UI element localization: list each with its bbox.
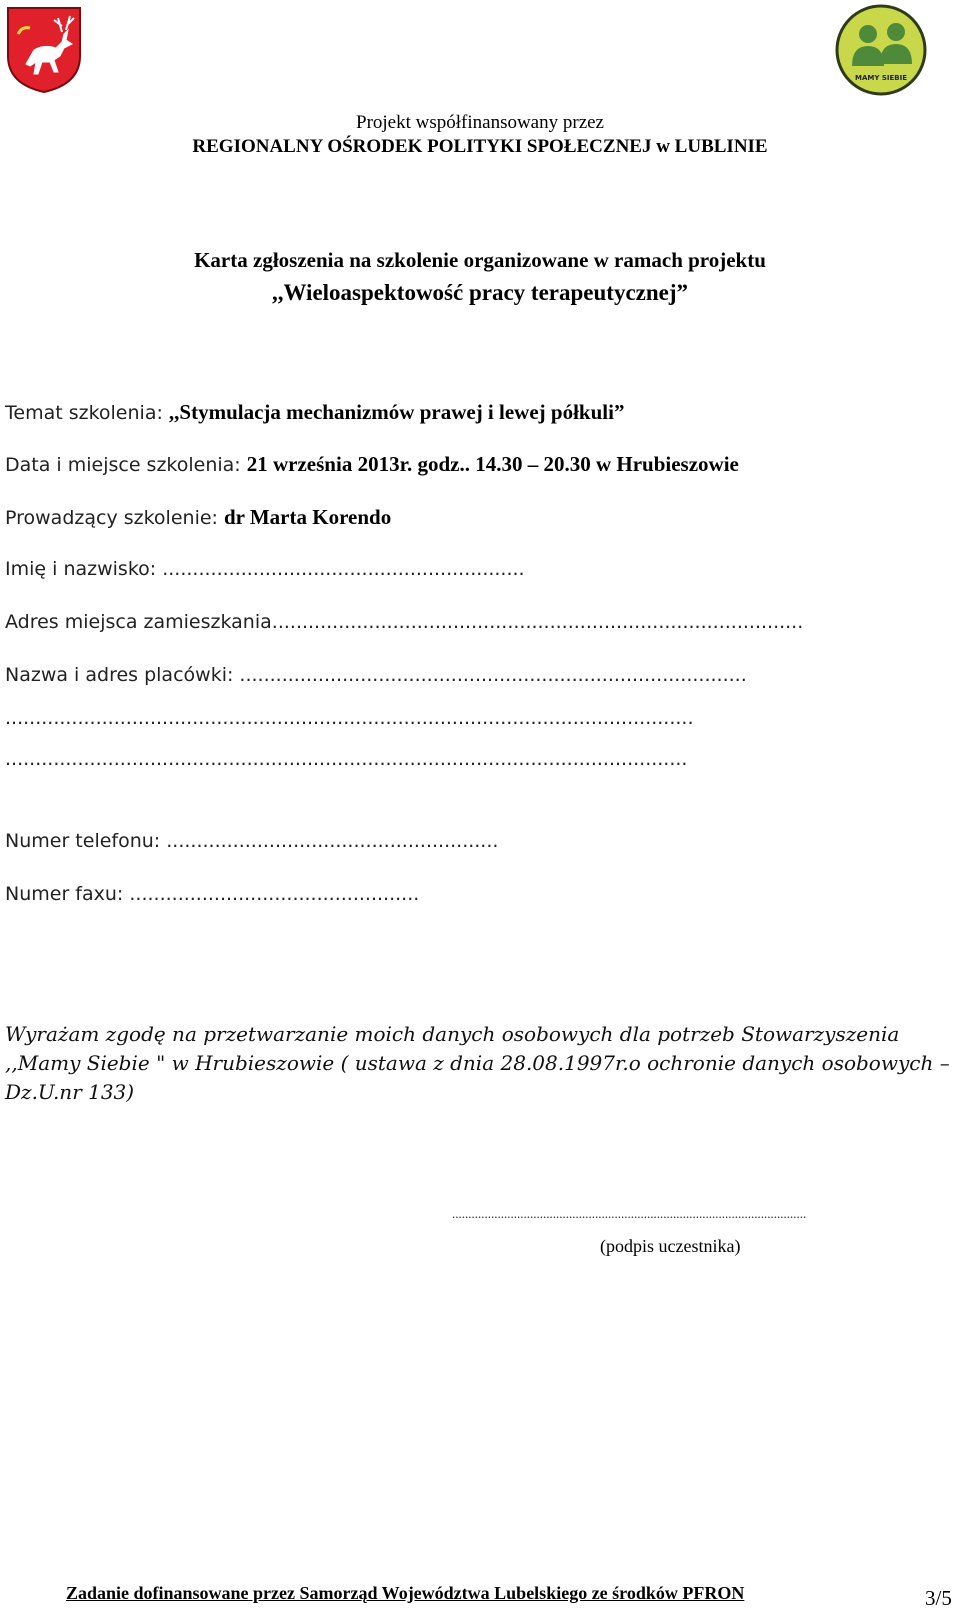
fax-label: Numer faxu: — [5, 883, 130, 905]
data-processing-consent: Wyrażam zgodę na przetwarzanie moich danych osobowych dla potrzeb Stowarzyszenia ,,Mamy Siebie " w Hrubieszowie ( ustawa z dnia 28.08.1997r.o ochronie danych osobowych – Dz.U.nr 133) — [5, 1022, 950, 1104]
institution-continuation-row-2 — [5, 748, 687, 770]
signature-label: (podpis uczestnika) — [600, 1236, 741, 1256]
phone-label: Numer telefonu: — [5, 830, 167, 852]
phone-field: ....................................................... — [166, 830, 499, 852]
phone-row — [5, 830, 498, 852]
full-name-label: Imię i nazwisko: — [5, 558, 163, 580]
institution-continuation-field-2: ................................................................................................................. — [5, 748, 688, 770]
full-name-field: ............................................................ — [162, 558, 525, 580]
training-topic-label: Temat szkolenia: — [5, 402, 169, 424]
training-date-row — [5, 452, 739, 477]
training-topic-row — [5, 400, 624, 425]
institution-row — [5, 664, 747, 686]
home-address-field: ........................................................................................ — [271, 611, 804, 633]
rops-lublin-line: REGIONALNY OŚRODEK POLITYKI SPOŁECZNEJ w LUBLINIE — [192, 136, 768, 157]
training-date-value: 21 września 2013r. godz.. 14.30 – 20.30 w Hrubieszowie — [246, 452, 739, 476]
institution-label: Nazwa i adres placówki: — [5, 664, 240, 686]
project-name: ,,Wieloaspektowość pracy terapeutycznej” — [271, 280, 689, 305]
cofinancing-line: Projekt współfinansowany przez — [356, 112, 604, 133]
trainer-label: Prowadzący szkolenie: — [5, 507, 224, 529]
trainer-row — [5, 505, 391, 530]
funding-footer: Zadanie dofinansowane przez Samorząd Województwa Lubelskiego ze środków PFRON — [66, 1583, 745, 1603]
home-address-row — [5, 611, 803, 633]
home-address-label: Adres miejsca zamieszkania — [5, 611, 272, 633]
institution-continuation-row-1 — [5, 707, 694, 729]
form-title: Karta zgłoszenia na szkolenie organizowane w ramach projektu — [194, 248, 766, 272]
full-name-row — [5, 558, 525, 580]
trainer-value: dr Marta Korendo — [223, 505, 392, 529]
fax-row — [5, 883, 419, 905]
institution-field: .................................................................................... — [239, 664, 747, 686]
signature-line: ............................................................................................................. — [452, 1206, 807, 1221]
page-number: 3/5 — [925, 1586, 952, 1610]
lublin-coat-of-arms-logo — [4, 4, 84, 94]
svg-text:MAMY SIEBIE: MAMY SIEBIE — [854, 74, 908, 82]
training-topic-value: ,,Stymulacja mechanizmów prawej i lewej półkuli” — [168, 400, 625, 424]
training-date-label: Data i miejsce szkolenia: — [5, 454, 247, 476]
mamy-siebie-logo — [830, 4, 932, 96]
institution-continuation-field-1: .................................................................................................................. — [5, 707, 694, 729]
fax-field: ................................................ — [129, 883, 420, 905]
